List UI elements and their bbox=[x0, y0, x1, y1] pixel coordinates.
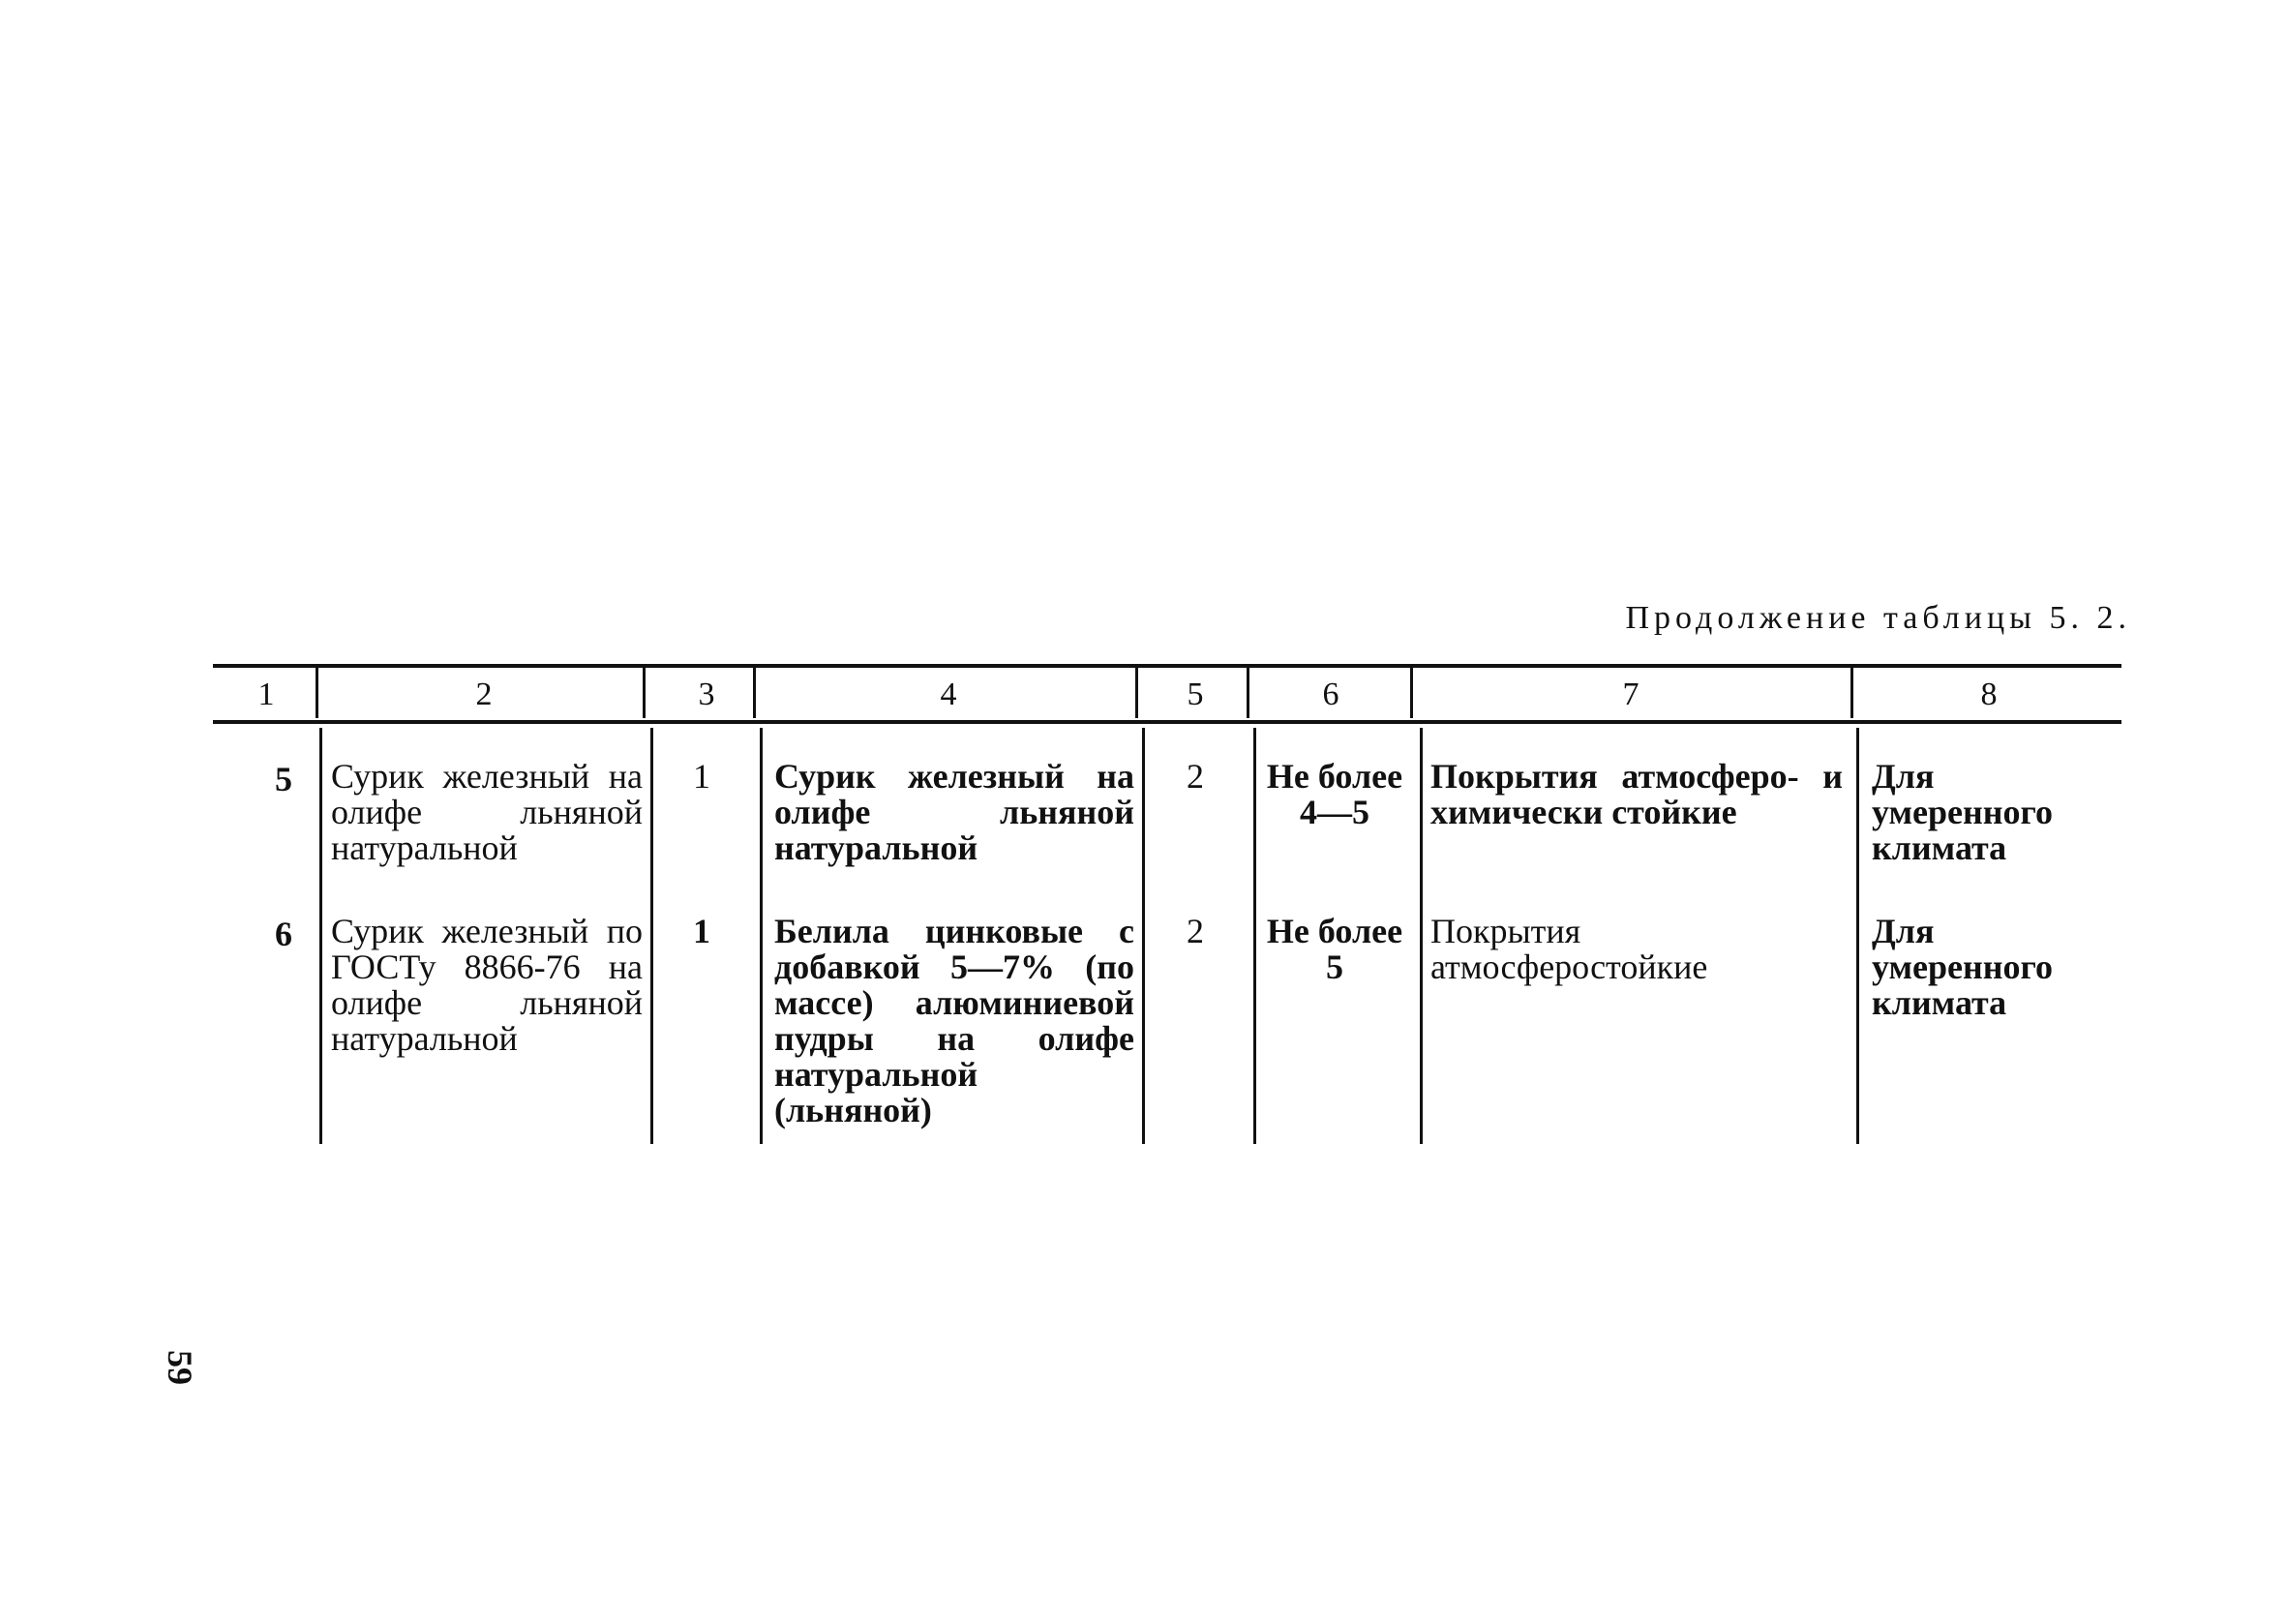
row-number: 5 bbox=[275, 760, 292, 798]
header-divider bbox=[643, 668, 646, 718]
page-number: 59 bbox=[161, 1350, 199, 1385]
header-divider bbox=[1410, 668, 1413, 718]
row-6-purpose bbox=[1430, 914, 1843, 985]
row-5-purpose-text: Покрытия атмосферо- и химически стойкие bbox=[1430, 757, 1843, 831]
column-divider bbox=[1142, 728, 1145, 1144]
row-5-interval: Не более 4—5 bbox=[1266, 757, 1403, 831]
row-5-note bbox=[1872, 759, 2121, 866]
table-caption: Продолжение таблицы 5. 2. bbox=[1625, 600, 2131, 636]
header-divider bbox=[1850, 668, 1853, 718]
table-top-rule bbox=[213, 664, 2121, 668]
header-col-6: 6 bbox=[1322, 677, 1339, 712]
column-divider bbox=[319, 728, 322, 1144]
column-divider bbox=[1856, 728, 1859, 1144]
header-col-8: 8 bbox=[1980, 677, 1998, 712]
header-col-5: 5 bbox=[1187, 677, 1204, 712]
column-divider bbox=[650, 728, 653, 1144]
header-col-3: 3 bbox=[698, 677, 715, 712]
header-col-4: 4 bbox=[940, 677, 957, 712]
table-header-rule bbox=[213, 720, 2121, 724]
row-5-purpose bbox=[1430, 759, 1843, 830]
row-6-base-coat-text: Сурик железный по ГОСТу 8866-76 на олифе льняной натуральной bbox=[331, 912, 643, 1058]
row-6-base-layers: 1 bbox=[693, 912, 710, 950]
header-divider bbox=[753, 668, 756, 718]
row-6-top-coat bbox=[774, 914, 1134, 1128]
row-5-note-text: Для умеренного климата bbox=[1872, 757, 2053, 867]
row-5-top-layers: 2 bbox=[1187, 757, 1204, 796]
row-5-top-coat-text: Сурик железный на олифе льняной натуральной bbox=[774, 757, 1134, 867]
row-6-interval: Не более 5 bbox=[1266, 912, 1403, 986]
column-divider bbox=[1253, 728, 1256, 1144]
header-col-7: 7 bbox=[1622, 677, 1639, 712]
row-number: 6 bbox=[275, 915, 292, 953]
row-6-purpose-text: Покрытия атмосферостойкие bbox=[1430, 912, 1708, 986]
row-5-base-coat bbox=[331, 759, 643, 866]
row-5-base-coat-text: Сурик железный на олифе льняной натуральной bbox=[331, 757, 643, 867]
column-divider bbox=[760, 728, 763, 1144]
row-6-top-coat-text: Белила цинковые с добавкой 5—7% (по массе) алюминиевой пудры на олифе натуральной (льняной) bbox=[774, 912, 1134, 1129]
header-divider bbox=[1135, 668, 1138, 718]
row-6-note bbox=[1872, 914, 2121, 1021]
header-divider bbox=[316, 668, 318, 718]
row-5-base-layers: 1 bbox=[693, 757, 710, 796]
row-6-note-text: Для умеренного климата bbox=[1872, 912, 2053, 1022]
column-divider bbox=[1420, 728, 1423, 1144]
header-divider bbox=[1247, 668, 1249, 718]
row-6-base-coat bbox=[331, 914, 643, 1057]
header-col-2: 2 bbox=[475, 677, 493, 712]
row-5-top-coat bbox=[774, 759, 1134, 866]
row-6-top-layers: 2 bbox=[1187, 912, 1204, 950]
header-col-1: 1 bbox=[257, 677, 275, 712]
